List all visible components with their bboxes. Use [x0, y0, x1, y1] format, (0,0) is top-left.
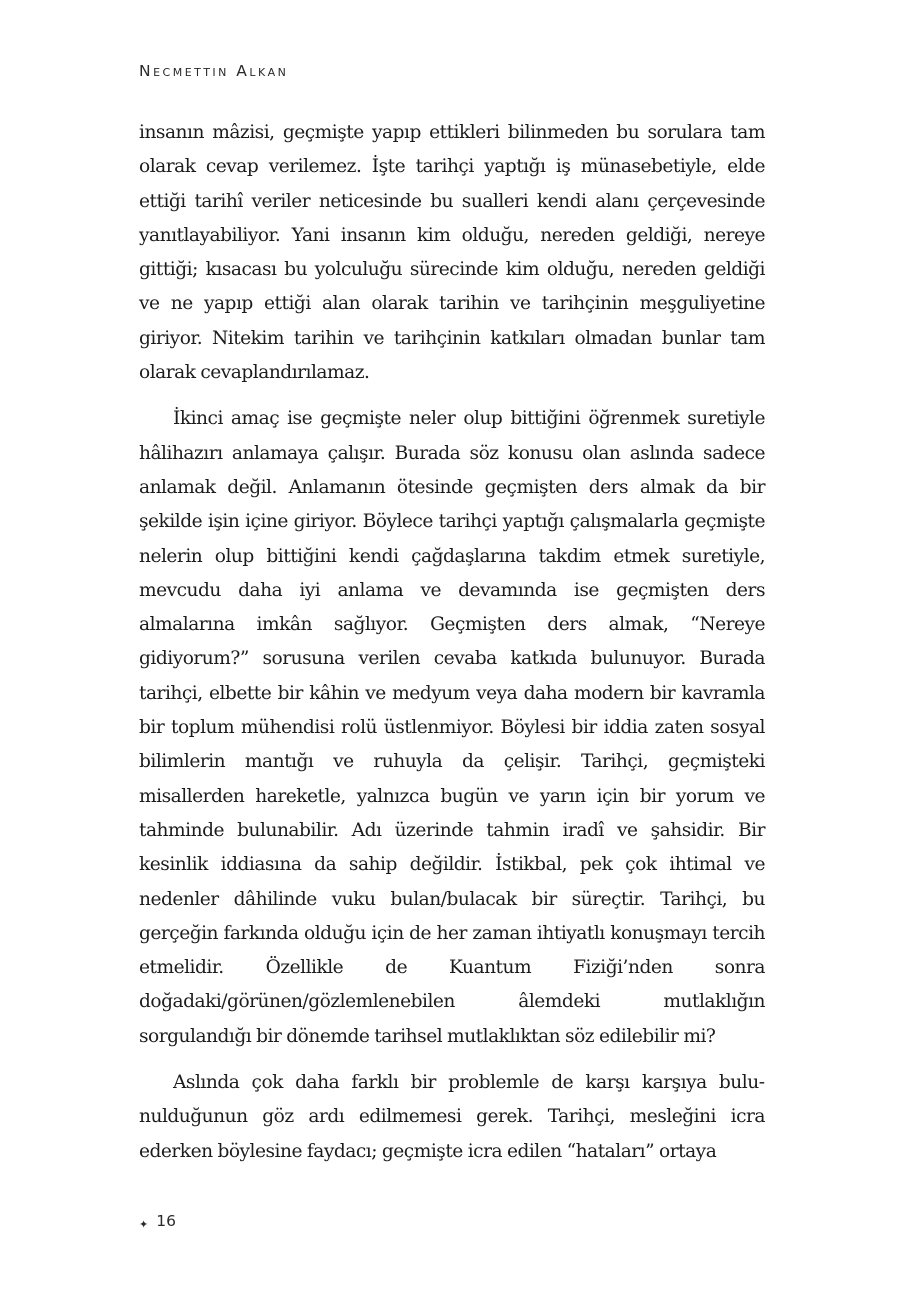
page-footer	[139, 1212, 176, 1230]
running-head-author: Necmettin Alkan	[139, 62, 289, 80]
body-text	[139, 116, 765, 1181]
folio-ornament-icon: ✦	[139, 1218, 149, 1231]
page-number: 16	[156, 1212, 176, 1230]
paragraph-1: insanın mâzisi, geçmişte yapıp ettikleri bilinmeden bu sorulara tam olarak cevap verilemez. İşte tarihçi yaptığı iş münasebetiyle, elde ettiği tarihî veriler neticesinde bu sualleri kendi alanı çerçevesinde yanıtlayabiliyor. Yani insanın kim olduğu, nereden geldiği, nereye gittiği; kısacası bu yolculuğu sürecinde kim olduğu, nereden geldiği ve ne yapıp ettiği alan olarak tarihin ve tarihçinin meşguliyetine giriyor. Nitekim tarihin ve tarihçinin katkıları olmadan bunlar tam olarak cevaplandırılamaz.	[139, 122, 765, 384]
paragraph-2: İkinci amaç ise geçmişte neler olup bittiğini öğrenmek suretiyle hâlihazırı anlamaya çalışır. Burada söz konusu olan aslında sadece anlamak değil. Anlamanın ötesinde geçmişten ders almak da bir şekilde işin içine giriyor. Böylece tarihçi yaptığı çalışmalarla geçmişte nelerin olup bittiğini kendi çağdaşlarına takdim etmek suretiyle, mevcudu daha iyi anlama ve devamında ise geçmişten ders almalarına imkân sağlıyor. Geçmişten ders almak, “Nereye gidiyorum?” sorusuna verilen cevaba katkıda bulunuyor. Burada tarihçi, elbette bir kâhin ve medyum veya daha modern bir kavramla bir toplum mühendisi rolü üstlenmiyor. Böylesi bir iddia zaten sosyal bilimlerin mantığı ve ruhuyla da çelişir. Tarihçi, geçmişteki misallerden hareketle, yalnızca bugün ve yarın için bir yorum ve tahminde bulunabilir. Adı üzerinde tahmin iradî ve şahsidir. Bir kesinlik iddiasına da sahip değildir. İstikbal, pek çok ihtimal ve nedenler dâhilinde vuku bulan/bulacak bir süreçtir. Tarihçi, bu gerçeğin farkında olduğu için de her zaman ihtiyatlı konuşmayı tercih etmelidir. Özellikle de Kuantum Fiziği’nden sonra doğadaki/görünen/gözlemlenebilen âlemdeki mutlaklığın sorgulandığı bir dönemde tarihsel mutlaklıktan söz edilebilir mi?	[139, 408, 765, 1047]
paragraph-3: Aslında çok daha farklı bir problemle de karşı karşıya bulunulduğunun göz ardı edilmemesi gerek. Tarihçi, mesleğini icra ederken böylesine faydacı; geçmişte icra edilen “hataları” ortaya	[139, 1072, 765, 1162]
